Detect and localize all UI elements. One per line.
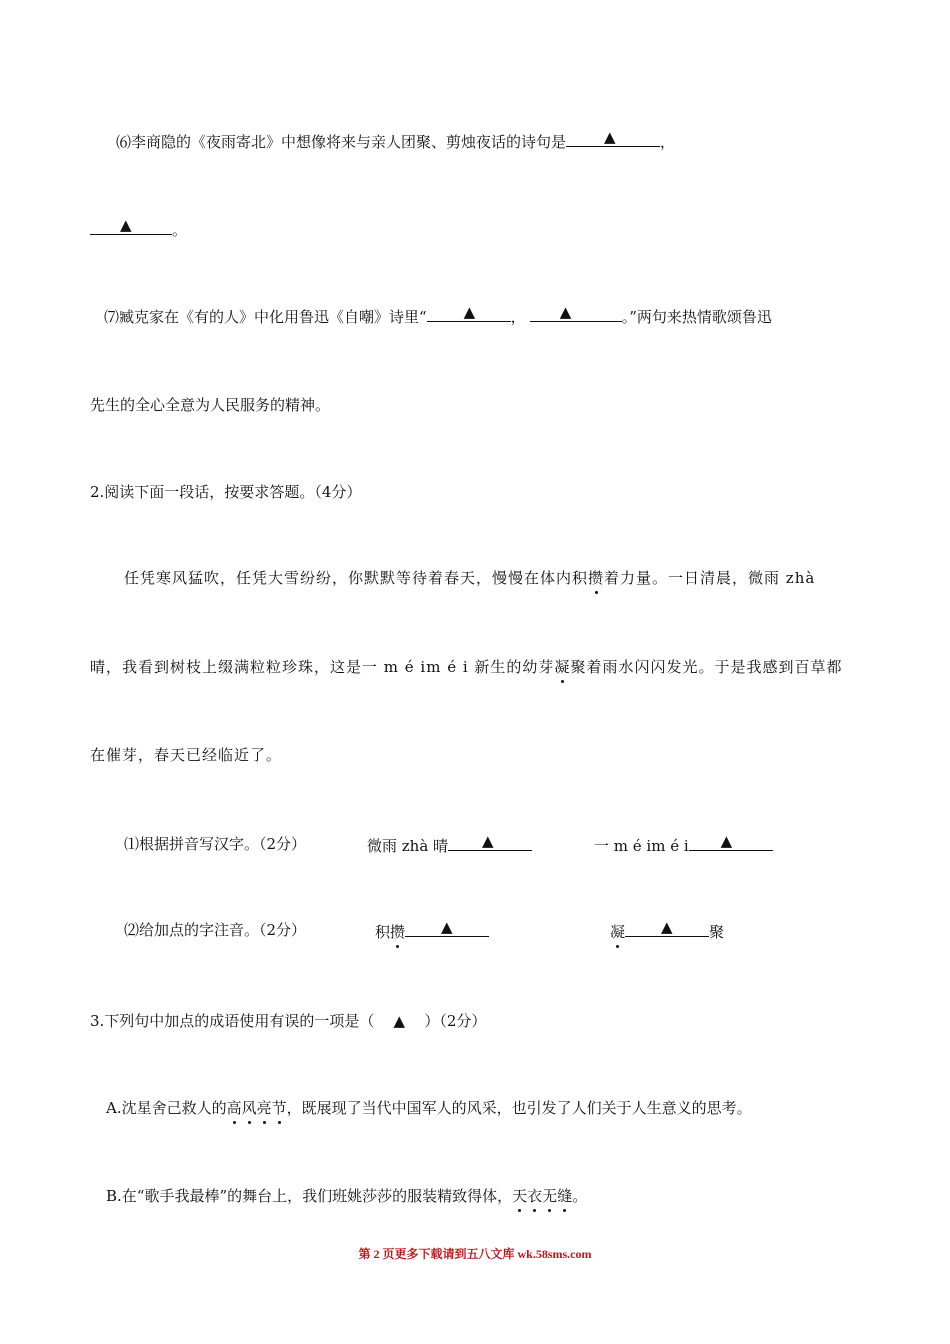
- q1-6-comma: ，: [660, 133, 676, 151]
- dotted-char: 无: [542, 1187, 558, 1205]
- answer-blank: [530, 305, 622, 322]
- q1-7-text1: ⑺臧克家在《有的人》中化用鲁迅《自嘲》诗里“: [104, 308, 427, 326]
- option-text: 。: [572, 1187, 588, 1205]
- dotted-char: 亮: [256, 1099, 272, 1117]
- dotted-char: 节: [271, 1099, 287, 1117]
- q1-7-text3: 先生的全心全意为人民服务的精神。: [90, 396, 331, 414]
- passage-text: 晴，我看到树枝上缀满粒粒珍珠，这是一 m é im é i 新生的幼芽: [90, 658, 555, 676]
- answer-blank: [90, 218, 172, 235]
- prompt-text: 一 m é im é i: [594, 837, 689, 855]
- triangle-icon: ▲: [559, 303, 572, 321]
- sub-label: ⑵给加点的字注音。（2分）: [124, 921, 307, 939]
- option-text: A.沈星舍己救人的: [106, 1099, 227, 1117]
- triangle-icon: ▲: [604, 128, 616, 146]
- q1-7-text2: 。”两句来热情歌颂鲁迅: [621, 308, 772, 326]
- q3-title: 3.下列句中加点的成语使用有误的一项是（: [90, 1012, 375, 1030]
- q1-6-period: 。: [172, 221, 188, 239]
- dotted-char: 凝: [554, 658, 571, 676]
- q1-7-comma: ，: [510, 308, 526, 326]
- passage-text: 任凭寒风猛吹，任凭大雪纷纷，你默默等待着春天，慢慢在体内积: [124, 569, 589, 587]
- dotted-char: 缝: [557, 1187, 573, 1205]
- answer-blank: [625, 920, 709, 937]
- dotted-char: 攒: [390, 923, 406, 941]
- passage-text: 聚着雨水闪闪发光。于是我感到百草都: [570, 658, 843, 676]
- triangle-icon: ▲: [463, 303, 476, 321]
- q1-6-text: ⑹李商隐的《夜雨寄北》中想像将来与亲人团聚、剪烛夜话的诗句是: [116, 133, 567, 151]
- dotted-char: 凝: [610, 923, 626, 941]
- dotted-char: 衣: [527, 1187, 543, 1205]
- passage-text: 着力量。一日清晨，微雨 zhà: [604, 569, 816, 587]
- answer-blank: [566, 130, 660, 147]
- question-1-6-cont: [90, 218, 187, 240]
- prompt-text: 聚: [709, 923, 725, 941]
- option-b: [106, 1186, 587, 1206]
- question-2-title: [90, 482, 361, 502]
- question-1-6: [116, 130, 675, 152]
- triangle-icon: ▲: [482, 832, 494, 850]
- prompt-text: 积: [375, 923, 391, 941]
- answer-blank: [427, 305, 511, 322]
- triangle-icon: ▲: [120, 216, 132, 234]
- passage-text: 在催芽，春天已经临近了。: [90, 746, 283, 764]
- dotted-char: 天: [512, 1187, 528, 1205]
- triangle-icon: ▲: [393, 1012, 406, 1030]
- q3-title-end: ）（2分）: [424, 1012, 487, 1030]
- dotted-char: 风: [241, 1099, 257, 1117]
- answer-blank: [689, 834, 773, 851]
- triangle-icon: ▲: [720, 832, 733, 850]
- option-a: [106, 1098, 752, 1118]
- prompt-text: 微雨 zhà 晴: [367, 837, 449, 855]
- passage-line-2: [90, 657, 842, 677]
- dotted-char: 攒: [588, 569, 605, 587]
- subquestion-2-2-a: [375, 920, 489, 942]
- dotted-char: 高: [226, 1099, 242, 1117]
- option-text: ，既展现了当代中国军人的风采，也引发了人们关于人生意义的思考。: [286, 1099, 752, 1117]
- question-3-title: [90, 1011, 486, 1031]
- answer-blank: [448, 834, 532, 851]
- triangle-icon: ▲: [441, 918, 453, 936]
- subquestion-2-1-b: [594, 834, 773, 856]
- sub-label: ⑴根据拼音写汉字。（2分）: [124, 835, 307, 853]
- subquestion-2-1: [124, 834, 306, 854]
- passage-line-1: [124, 568, 815, 588]
- answer-blank: [405, 920, 489, 937]
- passage-line-3: [90, 745, 282, 765]
- triangle-icon: ▲: [661, 918, 673, 936]
- subquestion-2-2-b: [610, 920, 724, 942]
- q2-title: 2.阅读下面一段话，按要求答题。（4分）: [90, 483, 362, 501]
- subquestion-2-2: [124, 920, 306, 940]
- page-footer[interactable]: 第 2 页更多下载请到五八文库 wk.58sms.com: [358, 1247, 592, 1261]
- subquestion-2-1-a: [367, 834, 532, 856]
- question-1-7: [104, 305, 772, 327]
- question-1-7-cont: [90, 395, 330, 415]
- option-text: B.在“歌手我最棒”的舞台上，我们班姚莎莎的服装精致得体，: [106, 1187, 513, 1205]
